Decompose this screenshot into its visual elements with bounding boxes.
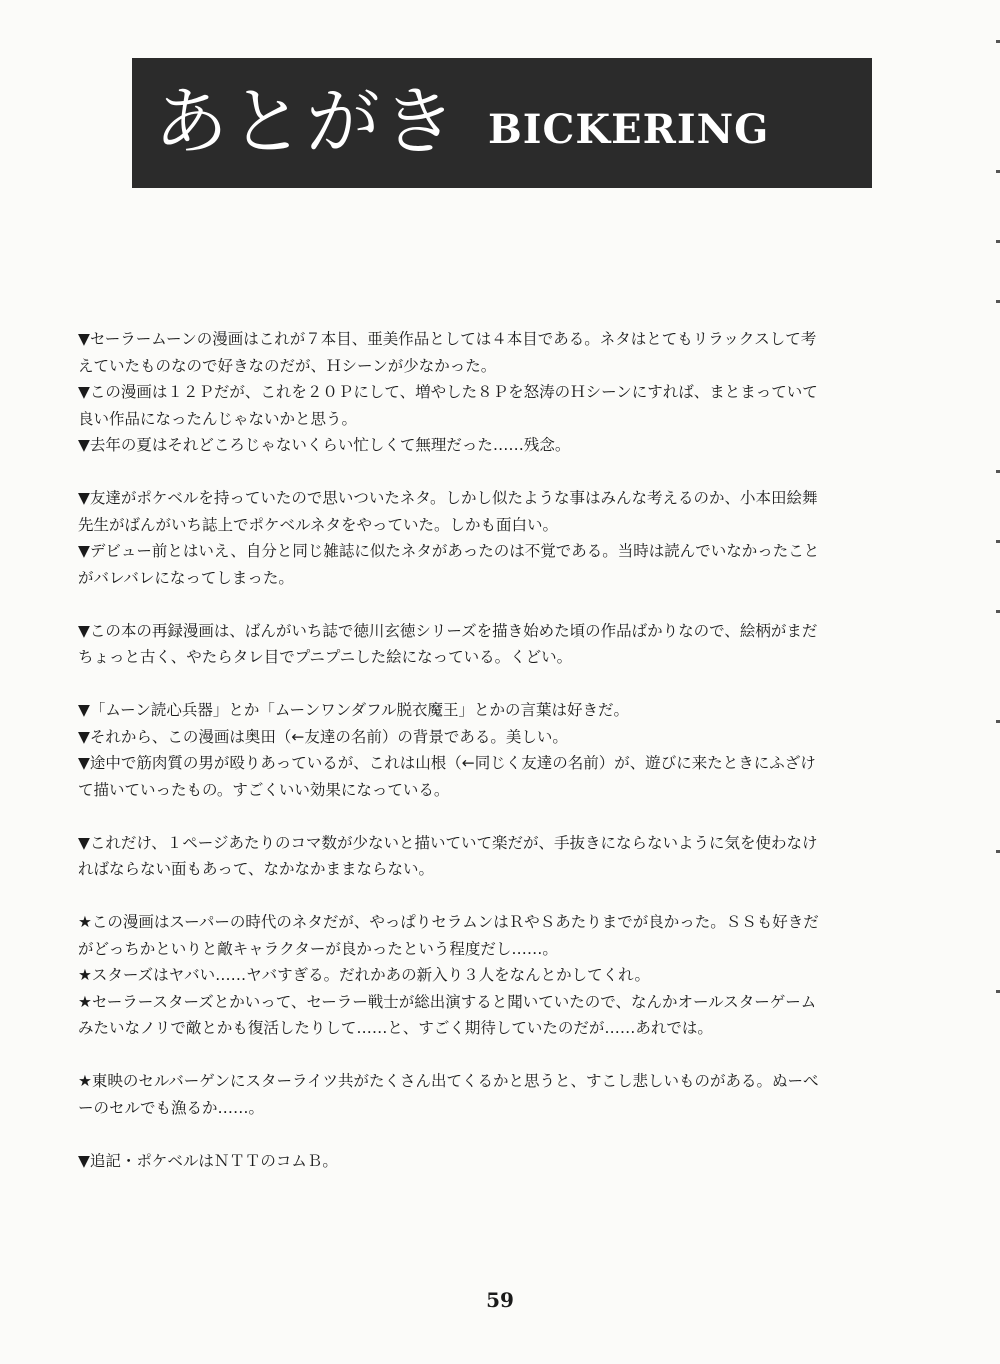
text-line: ▼デビュー前とはいえ、自分と同じ雑誌に似たネタがあったのは不覚である。当時は読んでいなかったこと (78, 542, 820, 560)
text-line: がどっちかといりと敵キャラクターが良かったという程度だし……。 (78, 939, 558, 958)
text-line: ★この漫画はスーパーの時代のネタだが、やっぱりセラムンはＲやＳあたりまでが良かった。ＳＳも好きだ (78, 913, 819, 931)
paragraph-gap (78, 803, 904, 830)
text-line: ▼友達がポケベルを持っていたので思いついたネタ。しかし似たような事はみんな考えるのか、小本田絵舞 (78, 489, 818, 507)
paragraph-gap (78, 883, 904, 910)
text-line: ▼この本の再録漫画は、ばんがいち誌で徳川玄徳シリーズを描き始めた頃の作品ばかりなので、絵柄がまだ (78, 621, 818, 640)
text-line: えていたものなので好きなのだが、Ｈシーンが少なかった。 (78, 356, 497, 375)
text-line: ちょっと古く、やたらタレ目でプニプニした絵になっている。くどい。 (78, 648, 573, 666)
text-line: ▼「ムーン読心兵器」とか「ムーンワンダフル脱衣魔王」とかの言葉は好きだ。 (78, 701, 630, 719)
text-line: ーのセルでも漁るか……。 (78, 1098, 265, 1117)
page-title: あとがき (154, 79, 458, 165)
text-line: 良い作品になったんじゃないかと思う。 (78, 409, 358, 428)
text-line: がバレバレになってしまった。 (78, 568, 294, 587)
page-edge-marks (994, 0, 1000, 1364)
afterword-text (78, 326, 904, 1174)
page-subtitle: BICKERING (488, 106, 770, 153)
text-line: 先生がばんがいち誌上でポケベルネタをやっていた。しかも面白い。 (78, 515, 559, 534)
text-line: ▼追記・ポケベルはＮＴＴのコムＢ。 (78, 1151, 338, 1170)
text-line: ★東映のセルバーゲンにスターライツ共がたくさん出てくるかと思うと、すこし悲しいものがある。ぬーべ (78, 1072, 819, 1090)
paragraph-gap (78, 459, 904, 486)
text-line: ★セーラースターズとかいって、セーラー戦士が総出演すると聞いていたので、なんかオールスターゲーム (78, 992, 817, 1011)
text-line: ★スターズはヤバい……ヤバすぎる。だれかあの新入り３人をなんとかしてくれ。 (78, 966, 651, 984)
page-number: 59 (486, 1288, 514, 1312)
paragraph-gap (78, 591, 904, 618)
text-line: ▼去年の夏はそれどころじゃないくらい忙しくて無理だった……残念。 (78, 436, 571, 454)
title-banner (132, 58, 872, 188)
paragraph-gap (78, 1121, 904, 1148)
text-line: ▼途中で筋肉質の男が殴りあっているが、これは山根（←同じく友達の名前）が、遊びに来たときにふざけ (78, 754, 816, 772)
text-line: ればならない面もあって、なかなかままならない。 (78, 860, 435, 878)
text-line: ▼この漫画は１２Ｐだが、これを２０Ｐにして、増やした８Ｐを怒涛のＨシーンにすれば、まとまっていて (78, 383, 818, 401)
paragraph-gap (78, 671, 904, 698)
paragraph-gap (78, 1042, 904, 1069)
text-line: て描いていったもの。すごくいい効果になっている。 (78, 780, 450, 799)
text-line: ▼それから、この漫画は奥田（←友達の名前）の背景である。美しい。 (78, 727, 568, 746)
text-line: ▼セーラームーンの漫画はこれが７本目、亜美作品としては４本目である。ネタはとてもリラックスして考 (78, 330, 817, 348)
text-line: みたいなノリで敵とかも復活したりして……と、すごく期待していたのだが……あれでは。 (78, 1019, 713, 1037)
text-line: ▼これだけ、１ページあたりのコマ数が少ないと描いていて楽だが、手抜きにならないように気を使わなけ (78, 833, 818, 852)
